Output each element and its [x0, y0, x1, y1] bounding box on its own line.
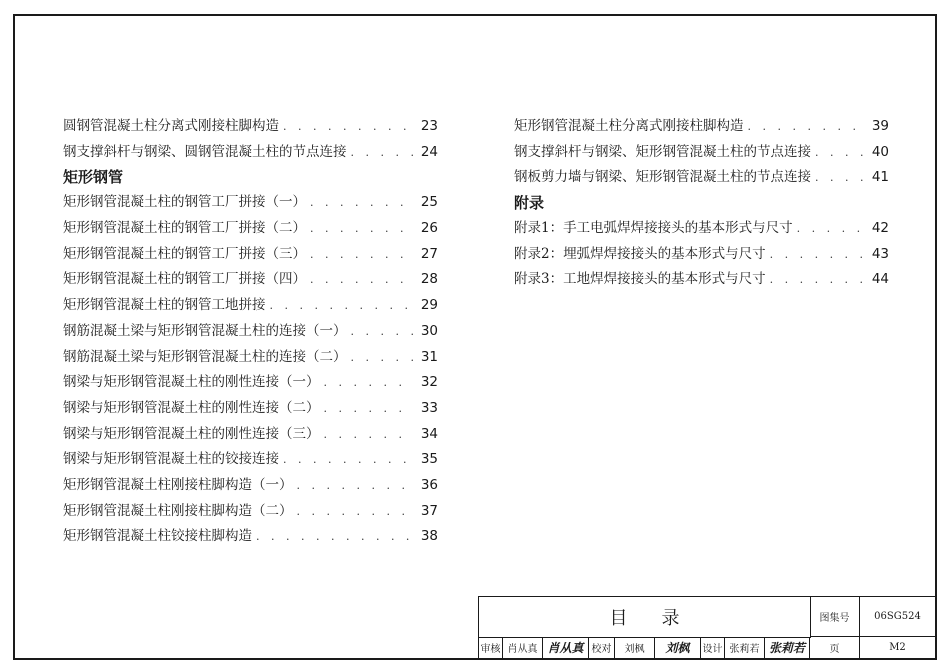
toc-entry[interactable] — [63, 114, 438, 140]
toc-entry-page: 43 — [871, 245, 889, 262]
section-heading: 附录 — [514, 194, 545, 213]
toc-entry-page: 26 — [420, 220, 438, 237]
toc-entry[interactable] — [514, 114, 889, 140]
toc-entry[interactable] — [63, 447, 438, 473]
dot-leader — [310, 196, 414, 209]
dot-leader — [256, 530, 414, 543]
toc-entry-page: 40 — [871, 143, 889, 160]
dot-leader — [283, 120, 414, 133]
toc-entry[interactable] — [63, 242, 438, 268]
toc-entry-title: 钢支撑斜杆与钢梁、圆钢管混凝土柱的节点连接 — [63, 143, 347, 160]
page-number: M2 — [860, 637, 936, 659]
toc-entry-title: 附录1：手工电弧焊焊接接头的基本形式与尺寸 — [514, 220, 793, 237]
atlas-number-label: 图集号 — [810, 597, 860, 637]
toc-entry-page: 25 — [420, 194, 438, 211]
title-block — [478, 596, 937, 660]
dot-leader — [270, 299, 415, 312]
toc-right-column — [514, 114, 889, 293]
toc-entry-page: 34 — [420, 425, 438, 442]
toc-entry-title: 矩形钢管混凝土柱的钢管工地拼接 — [63, 297, 266, 314]
toc-entry-page: 32 — [420, 374, 438, 391]
review-label: 审核 — [479, 637, 503, 659]
review-signature: 肖从真 — [543, 637, 589, 659]
toc-entry[interactable] — [63, 190, 438, 216]
toc-entry-title: 钢梁与矩形钢管混凝土柱的铰接连接 — [63, 451, 279, 468]
check-signature: 刘枫 — [655, 637, 701, 659]
toc-entry-title: 矩形钢管混凝土柱的钢管工厂拼接（四） — [63, 271, 306, 288]
toc-entry[interactable] — [63, 216, 438, 242]
dot-leader — [324, 376, 415, 389]
toc-entry-title: 附录2：埋弧焊焊接接头的基本形式与尺寸 — [514, 245, 766, 262]
dot-leader — [770, 273, 865, 286]
toc-entry-page: 42 — [871, 220, 889, 237]
design-label: 设计 — [701, 637, 725, 659]
toc-entry[interactable] — [514, 242, 889, 268]
dot-leader — [351, 351, 415, 364]
toc-entry[interactable] — [514, 267, 889, 293]
section-heading: 矩形钢管 — [63, 168, 124, 187]
toc-entry[interactable] — [514, 165, 889, 191]
toc-entry-page: 33 — [420, 399, 438, 416]
check-label: 校对 — [589, 637, 615, 659]
toc-entry-page: 31 — [420, 348, 438, 365]
design-signature: 张莉若 — [765, 637, 810, 659]
toc-entry-page: 29 — [420, 297, 438, 314]
title-block-title: 目录 — [479, 597, 811, 638]
toc-entry-title: 钢筋混凝土梁与矩形钢管混凝土柱的连接（一） — [63, 322, 347, 339]
toc-entry-title: 矩形钢管混凝土柱铰接柱脚构造 — [63, 528, 252, 545]
toc-entry[interactable] — [514, 216, 889, 242]
dot-leader — [351, 325, 415, 338]
dot-leader — [310, 248, 414, 261]
toc-entry[interactable] — [63, 499, 438, 525]
toc-entry-title: 矩形钢管混凝土柱的钢管工厂拼接（一） — [63, 194, 306, 211]
toc-entry-page: 24 — [420, 143, 438, 160]
toc-entry-page: 28 — [420, 271, 438, 288]
toc-entry[interactable] — [63, 345, 438, 371]
dot-leader — [310, 222, 414, 235]
toc-entry-title: 钢梁与矩形钢管混凝土柱的刚性连接（三） — [63, 425, 320, 442]
dot-leader — [351, 146, 415, 159]
toc-entry[interactable] — [63, 524, 438, 550]
dot-leader — [797, 222, 865, 235]
toc-entry-page: 30 — [420, 322, 438, 339]
toc-entry[interactable] — [514, 140, 889, 166]
design-name: 张莉若 — [725, 637, 765, 659]
toc-entry-title: 矩形钢管混凝土柱的钢管工厂拼接（二） — [63, 220, 306, 237]
dot-leader — [324, 428, 415, 441]
toc-entry[interactable] — [63, 319, 438, 345]
toc-entry[interactable] — [63, 422, 438, 448]
dot-leader — [324, 402, 415, 415]
dot-leader — [748, 120, 866, 133]
toc-entry-page: 36 — [420, 476, 438, 493]
dot-leader — [770, 248, 865, 261]
toc-entry[interactable] — [63, 140, 438, 166]
toc-entry-page: 27 — [420, 245, 438, 262]
toc-entry-title: 矩形钢管混凝土柱刚接柱脚构造（二） — [63, 502, 293, 519]
toc-entry-title: 钢筋混凝土梁与矩形钢管混凝土柱的连接（二） — [63, 348, 347, 365]
dot-leader — [815, 171, 865, 184]
toc-entry-title: 矩形钢管混凝土柱分离式刚接柱脚构造 — [514, 118, 744, 134]
dot-leader — [297, 479, 415, 492]
toc-entry-title: 圆钢管混凝土柱分离式刚接柱脚构造 — [63, 118, 279, 134]
check-name: 刘枫 — [615, 637, 655, 659]
toc-entry[interactable] — [63, 293, 438, 319]
toc-entry-page: 23 — [420, 118, 438, 134]
toc-entry-page: 39 — [871, 118, 889, 134]
toc-left-column — [63, 114, 438, 550]
toc-entry-title: 矩形钢管混凝土柱刚接柱脚构造（一） — [63, 476, 293, 493]
toc-entry-title: 钢支撑斜杆与钢梁、矩形钢管混凝土柱的节点连接 — [514, 143, 811, 160]
dot-leader — [815, 146, 865, 159]
toc-entry-title: 钢板剪力墙与钢梁、矩形钢管混凝土柱的节点连接 — [514, 169, 811, 186]
toc-entry[interactable] — [63, 396, 438, 422]
toc-entry[interactable] — [63, 473, 438, 499]
toc-entry-title: 附录3：工地焊焊接接头的基本形式与尺寸 — [514, 271, 766, 288]
dot-leader — [297, 505, 415, 518]
dot-leader — [283, 453, 414, 466]
toc-entry-page: 37 — [420, 502, 438, 519]
toc-entry-title: 钢梁与矩形钢管混凝土柱的刚性连接（一） — [63, 374, 320, 391]
review-name: 肖从真 — [503, 637, 543, 659]
toc-entry-page: 35 — [420, 451, 438, 468]
toc-entry[interactable] — [63, 267, 438, 293]
toc-entry-page: 44 — [871, 271, 889, 288]
toc-entry[interactable] — [63, 370, 438, 396]
atlas-number: 06SG524 — [860, 597, 936, 637]
toc-entry-page: 38 — [420, 528, 438, 545]
dot-leader — [310, 273, 414, 286]
toc-entry-title: 矩形钢管混凝土柱的钢管工厂拼接（三） — [63, 245, 306, 262]
toc-entry-title: 钢梁与矩形钢管混凝土柱的刚性连接（二） — [63, 399, 320, 416]
page-label: 页 — [810, 637, 860, 659]
toc-entry-page: 41 — [871, 169, 889, 186]
